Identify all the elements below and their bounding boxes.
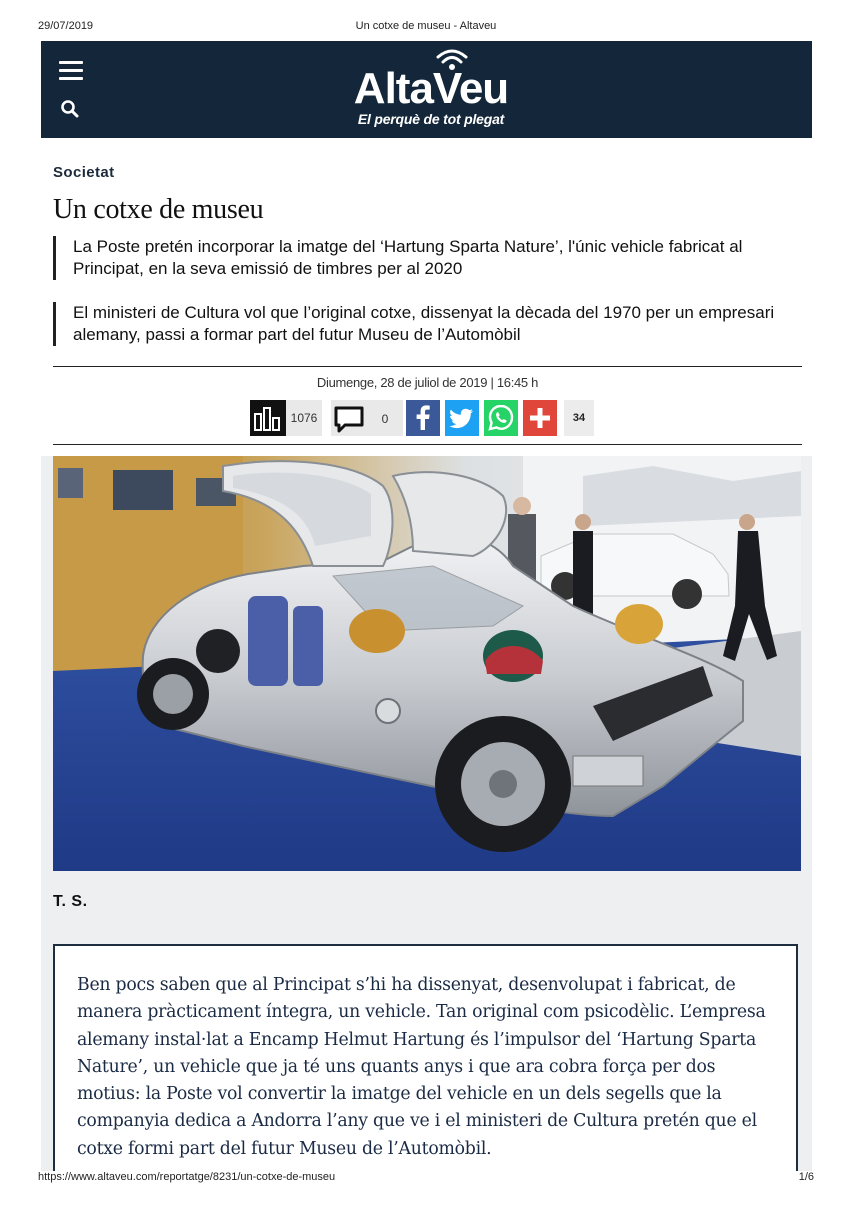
- whatsapp-icon[interactable]: [484, 400, 518, 436]
- print-title: Un cotxe de museu - Altaveu: [355, 20, 497, 32]
- subheadline-2: El ministeri de Cultura vol que l’original cotxe, dissenyat la dècada del 1970 per un empresari alemany, passi a formar part del futur Museu de l’Automòbil: [53, 302, 803, 346]
- twitter-icon[interactable]: [445, 400, 479, 436]
- page-number: 1/6: [798, 1171, 814, 1183]
- subheadline-1: La Poste pretén incorporar la imatge del ‘Hartung Sparta Nature’, l'únic vehicle fabricat al Principat, en la seva emissió de timbres per al 2020: [53, 236, 803, 280]
- print-date: 29/07/2019: [38, 20, 94, 32]
- lead-paragraph-box: [53, 944, 798, 1184]
- views-count: 1076: [286, 400, 322, 436]
- print-footer: [38, 1171, 814, 1185]
- facebook-icon[interactable]: [406, 400, 440, 436]
- page-url[interactable]: https://www.altaveu.com/reportatge/8231/un-cotxe-de-museu: [38, 1171, 336, 1183]
- publication-date: Diumenge, 28 de juliol de 2019 | 16:45 h: [316, 375, 539, 390]
- logo-tagline: El perquè de tot plegat: [357, 111, 505, 127]
- site-logo[interactable]: [331, 47, 531, 135]
- comments-count[interactable]: 0: [367, 400, 403, 436]
- stats-icon: [250, 400, 286, 436]
- divider-top: [53, 366, 802, 367]
- page-title: Un cotxe de museu: [53, 194, 264, 225]
- section-label[interactable]: Societat: [53, 164, 115, 181]
- plus-icon[interactable]: [523, 400, 557, 436]
- comment-icon[interactable]: [331, 400, 367, 436]
- print-header: [38, 20, 814, 34]
- logo-text: AltaVeu: [353, 64, 509, 113]
- author-credit: T. S.: [53, 893, 88, 910]
- article-photo: [53, 456, 801, 871]
- shares-count: 34: [564, 400, 594, 436]
- site-header: [41, 41, 812, 138]
- lead-paragraph: Ben pocs saben que al Principat s’hi ha dissenyat, desenvolupat i fabricat, de manera pràcticament íntegra, un vehicle. Tan original com psicodèlic. L’empresa alemany instal·lat a Encamp Helmut Hartung és l’impulsor del ‘Hartung Sparta Nature’, un vehicle que ja té uns quants anys i que ara cobra força per dos motius: la Poste vol convertir la imatge del vehicle en un dels segells que la companyia dedica a Andorra l’any que ve i el ministeri de Cultura pretén que el cotxe formi part del futur Museu de l’Automòbil.: [77, 975, 766, 1159]
- menu-icon[interactable]: [59, 61, 83, 81]
- search-icon[interactable]: [60, 99, 80, 119]
- divider-bottom: [53, 444, 802, 445]
